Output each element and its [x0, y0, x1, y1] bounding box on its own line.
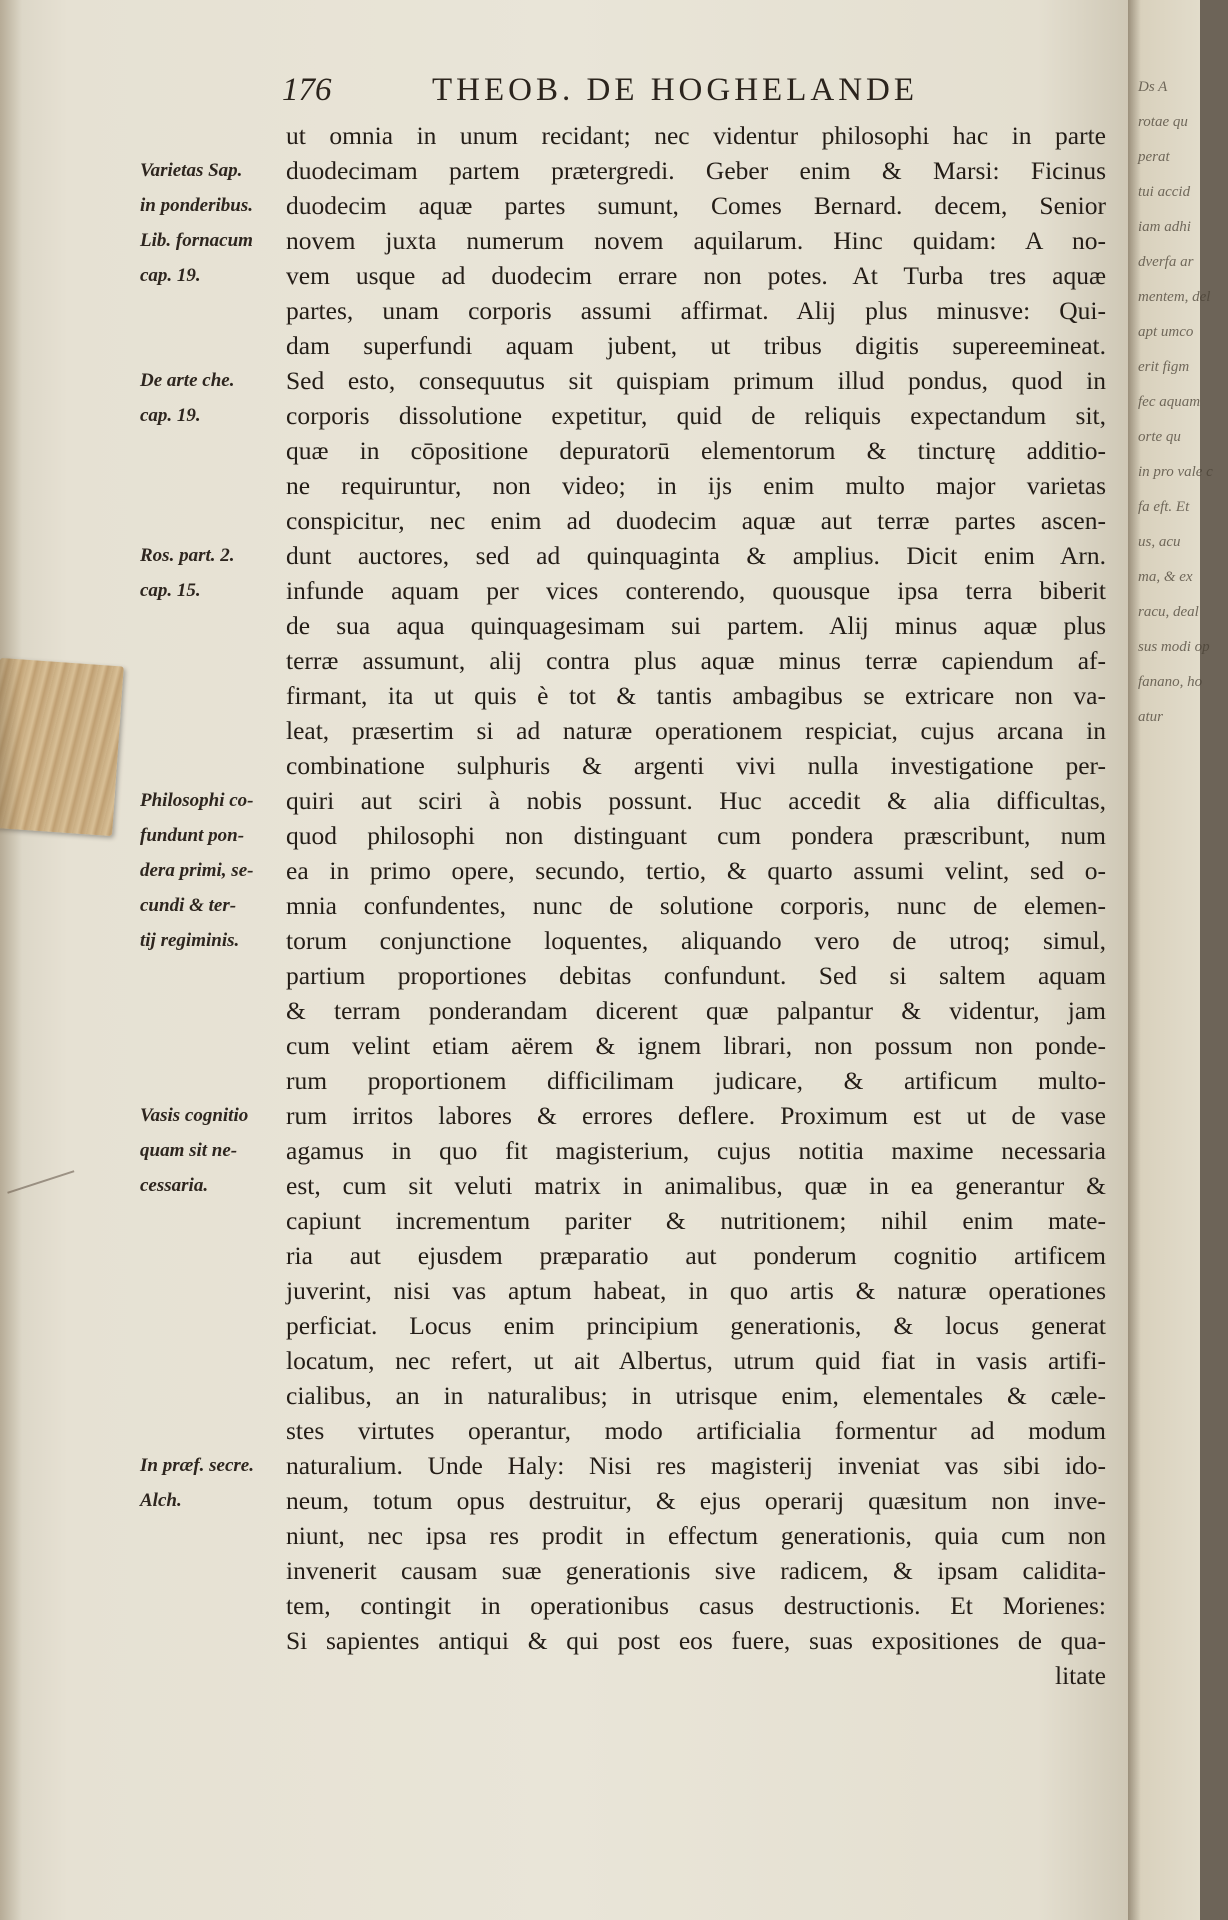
bleed-line: erit figm — [1138, 359, 1190, 375]
bleed-line: iam adhi — [1138, 219, 1191, 235]
note-varietas — [140, 153, 300, 293]
note-philosophi — [140, 783, 300, 958]
text-line: ut omnia in unum recidant; nec videntur philosophi hac in parte — [286, 121, 1106, 150]
text-line: de sua aqua quinquagesimam sui partem. Alij minus aquæ plus — [286, 611, 1106, 640]
page-header — [282, 72, 1102, 112]
text-line: combinatione sulphuris & argenti vivi nulla investigatione per- — [286, 751, 1106, 780]
marginal-note-line: in ponderibus. — [140, 195, 253, 216]
text-line: & terram ponderandam dicerent quæ palpantur & videntur, jam — [286, 996, 1106, 1025]
bleed-line: rotae qu — [1138, 114, 1188, 130]
text-line: ne requiruntur, non video; in ijs enim multo major varietas — [286, 471, 1106, 500]
text-line: cialibus, an in naturalibus; in utrisque enim, elementales & cæle- — [286, 1381, 1106, 1410]
text-line: partes, unam corporis assumi affirmat. Alij plus minusve: Qui- — [286, 296, 1106, 325]
bleed-line: apt umco — [1138, 324, 1194, 340]
text-line: rum irritos labores & errores deflere. Proximum est ut de vase — [286, 1101, 1106, 1130]
text-line: quod philosophi non distinguant cum pondera præscribunt, num — [286, 821, 1106, 850]
text-line: cum velint etiam aërem & ignem librari, non possum non ponde- — [286, 1031, 1106, 1060]
text-line: agamus in quo fit magisterium, cujus notitia maxime necessaria — [286, 1136, 1106, 1165]
body-text — [286, 118, 1106, 1693]
note-in-praef — [140, 1448, 300, 1518]
text-line: perficiat. Locus enim principium generationis, & locus generat — [286, 1311, 1106, 1340]
text-line: juverint, nisi vas aptum habeat, in quo artis & naturæ operationes — [286, 1276, 1106, 1305]
bleed-line: in pro vale c — [1138, 464, 1213, 480]
text-line: neum, totum opus destruitur, & ejus operarij quæsitum non inve- — [286, 1486, 1106, 1515]
text-line: ria aut ejusdem præparatio aut ponderum cognitio artificem — [286, 1241, 1106, 1270]
marginal-note-line: cap. 19. — [140, 265, 201, 286]
text-line: partium proportiones debitas confundunt. Sed si saltem aquam — [286, 961, 1106, 990]
text-line: terræ assumunt, alij contra plus aquæ minus terræ capiendum af- — [286, 646, 1106, 675]
text-line: dam superfundi aquam jubent, ut tribus digitis supereemineat. — [286, 331, 1106, 360]
bleed-line: racu, deal — [1138, 604, 1199, 620]
text-line: torum conjunctione loquentes, aliquando vero de utroq; simul, — [286, 926, 1106, 955]
text-line: locatum, nec refert, ut ait Albertus, utrum quid fiat in vasis artifi- — [286, 1346, 1106, 1375]
text-line: quiri aut sciri à nobis possunt. Huc accedit & alia difficultas, — [286, 786, 1106, 815]
text-line: leat, præsertim si ad naturæ operationem respiciat, cujus arcana in — [286, 716, 1106, 745]
bleed-line: ma, & ex — [1138, 569, 1193, 585]
bleed-line: fa eft. Et — [1138, 499, 1190, 515]
marginal-note-line: Lib. fornacum — [140, 230, 253, 251]
text-line: mnia confundentes, nunc de solutione corporis, nunc de elemen- — [286, 891, 1106, 920]
note-vasis — [140, 1098, 300, 1203]
marginal-note-line: De arte che. — [140, 370, 235, 391]
marginal-note-line: cessaria. — [140, 1175, 209, 1196]
bleed-line: sus modi op — [1138, 639, 1210, 655]
bleed-line: atur — [1138, 709, 1164, 725]
text-line: tem, contingit in operationibus casus destructionis. Et Morienes: — [286, 1591, 1106, 1620]
text-line: Si sapientes antiqui & qui post eos fuere, suas expositiones de qua- — [286, 1626, 1106, 1655]
text-line: corporis dissolutione expetitur, quid de reliquis expectandum sit, — [286, 401, 1106, 430]
bleed-line: orte qu — [1138, 429, 1181, 445]
text-line: dunt auctores, sed ad quinquaginta & amplius. Dicit enim Arn. — [286, 541, 1106, 570]
text-line: ea in primo opere, secundo, tertio, & quarto assumi velint, sed o- — [286, 856, 1106, 885]
bleed-line: mentem, del — [1138, 289, 1211, 305]
text-line: stes virtutes operantur, modo artificialia formentur ad modum — [286, 1416, 1106, 1445]
bleed-line: tui accid — [1138, 184, 1191, 200]
ink-scribble-mark — [7, 1170, 87, 1232]
marginal-note-line: Vasis cognitio — [140, 1105, 249, 1126]
bleed-line: fec aquam — [1138, 394, 1201, 410]
marginal-note-line: Varietas Sap. — [140, 160, 243, 181]
text-line: firmant, ita ut quis è tot & tantis ambagibus se extricare non va- — [286, 681, 1106, 710]
marginal-note-line: Philosophi co- — [140, 790, 254, 811]
bleed-line: perat — [1138, 149, 1170, 165]
note-de-arte — [140, 363, 300, 433]
text-line: rum proportionem difficilimam judicare, & artificum multo- — [286, 1066, 1106, 1095]
bleed-line: fanano, ho — [1138, 674, 1203, 690]
text-line: duodecim aquæ partes sumunt, Comes Bernard. decem, Senior — [286, 191, 1106, 220]
marginal-note-line: Alch. — [140, 1490, 182, 1511]
note-rosarium — [140, 538, 300, 608]
marginal-note-line: cap. 19. — [140, 405, 201, 426]
marginal-note-line: cap. 15. — [140, 580, 201, 601]
paper-tab-stain — [0, 658, 124, 836]
text-line: novem juxta numerum novem aquilarum. Hinc quidam: A no- — [286, 226, 1106, 255]
text-line: duodecimam partem prætergredi. Geber enim & Marsi: Ficinus — [286, 156, 1106, 185]
next-page-edge — [1128, 0, 1213, 1920]
page-number: 176 — [282, 72, 332, 108]
running-head: THEOB. DE HOGHELANDE — [432, 72, 919, 108]
text-line: est, cum sit veluti matrix in animalibus, quæ in ea generantur & — [286, 1171, 1106, 1200]
marginal-note-line: Ros. part. 2. — [140, 545, 235, 566]
next-page-bleed-text — [1138, 70, 1228, 735]
text-line: litate — [1055, 1661, 1106, 1690]
marginal-note-line: quam sit ne- — [140, 1140, 238, 1161]
text-line: vem usque ad duodecim errare non potes. At Turba tres aquæ — [286, 261, 1106, 290]
bleed-line: us, acu — [1138, 534, 1181, 550]
text-line: infunde aquam per vices conterendo, quousque ipsa terra biberit — [286, 576, 1106, 605]
text-line: conspicitur, nec enim ad duodecim aquæ aut terræ partes ascen- — [286, 506, 1106, 535]
text-line: quæ in cōpositione depuratorū elementorum & tincturę additio- — [286, 436, 1106, 465]
text-line: naturalium. Unde Haly: Nisi res magisterij inveniat vas sibi ido- — [286, 1451, 1106, 1480]
text-line: invenerit causam suæ generationis sive radicem, & ipsam calidita- — [286, 1556, 1106, 1585]
marginal-note-line: dera primi, se- — [140, 860, 254, 881]
marginal-note-line: In præf. secre. — [140, 1455, 254, 1476]
text-line: niunt, nec ipsa res prodit in effectum generationis, quia cum non — [286, 1521, 1106, 1550]
text-line: Sed esto, consequutus sit quispiam primum illud pondus, quod in — [286, 366, 1106, 395]
bleed-line: dverfa ar — [1138, 254, 1194, 270]
marginal-note-line: cundi & ter- — [140, 895, 237, 916]
marginal-note-line: fundunt pon- — [140, 825, 245, 846]
bleed-line: Ds A — [1138, 79, 1168, 95]
text-line: capiunt incrementum pariter & nutritionem; nihil enim mate- — [286, 1206, 1106, 1235]
marginal-note-line: tij regiminis. — [140, 930, 240, 951]
